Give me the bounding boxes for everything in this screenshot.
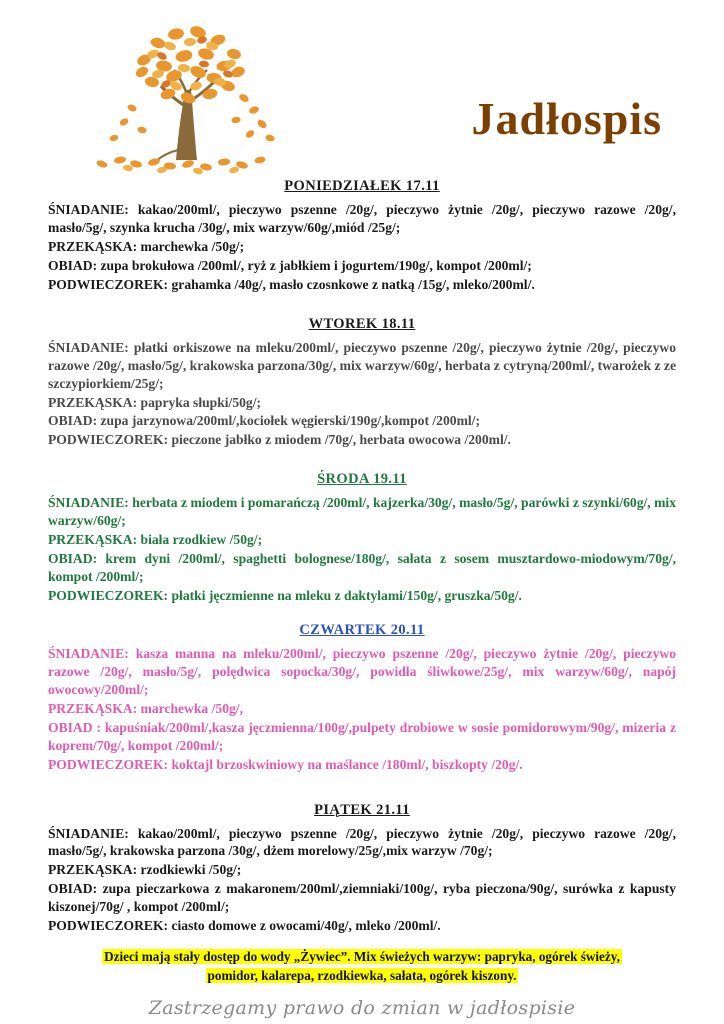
- meal-line-lunch: OBIAD : kapuśniak/200ml/,kasza jęczmienna/100g/,pulpety drobiowe w sosie pomidorowym/90g/, mizeria z koprem/70g/, kompot /200ml/;: [48, 719, 676, 753]
- day-block-monday: [48, 178, 676, 294]
- meal-line-tea: PODWIECZOREK: grahamka /40g/, masło czosnkowe z natką /15g/, mleko/200ml/.: [48, 276, 535, 292]
- meal-line-lunch: OBIAD: krem dyni /200ml/, spaghetti bolognese/180g/, sałata z sosem musztardowo-miodowym/70g/, kompot /200ml/;: [48, 551, 676, 585]
- disclaimer-note: Zastrzegamy prawo do zmian w jadłospisie: [148, 997, 576, 1020]
- meal-line-lunch: OBIAD: zupa pieczarkowa z makaronem/200ml/,ziemniaki/100g/, ryba pieczona/90g/, surówka z kapusty kiszonej/70g/ , kompot /200ml/;: [48, 881, 676, 915]
- meal-line-breakfast: ŚNIADANIE: herbata z miodem i pomarańczą /200ml/, kajzerka/30g/, masło/5g/, parówki z szynki/60g/, mix warzyw/60g/;: [48, 495, 676, 529]
- day-block-wednesday: [48, 471, 676, 605]
- meal-line-snack: PRZEKĄSKA: marchewka /50g/;: [48, 238, 245, 254]
- meal-line-tea: PODWIECZOREK: płatki jęczmienne na mleku z daktylami/150g/, gruszka/50g/.: [48, 588, 522, 603]
- meal-line-tea: PODWIECZOREK: pieczone jabłko z miodem /70g/, herbata owocowa /200ml/.: [48, 432, 511, 448]
- meal-line-snack: PRZEKĄSKA: rzodkiewki /50g/;: [48, 862, 242, 878]
- meal-line-lunch: OBIAD: zupa brokułowa /200ml/, ryż z jabłkiem i jogurtem/190g/, kompot /200ml/;: [48, 257, 532, 273]
- meal-line-breakfast: ŚNIADANIE: kasza manna na mleku/200ml/, pieczywo pszenne /20g/, pieczywo żytnie /20g/, pieczywo razowe /20g/, masło/5g/, polędwica sopocka/30g/, powidła śliwkowe/25g/, mix warzyw/60g/, napój owocowy/200ml/;: [48, 645, 676, 697]
- meal-line-snack: PRZEKĄSKA: papryka słupki/50g/;: [48, 394, 262, 410]
- day-block-tuesday: [48, 316, 676, 450]
- day-block-thursday: [48, 622, 676, 774]
- day-title-wednesday: ŚRODA 19.11: [317, 471, 407, 488]
- autumn-tree-icon: [58, 10, 328, 175]
- page-title: Jadłospis: [471, 93, 662, 144]
- meal-line-breakfast: ŚNIADANIE: kakao/200ml/, pieczywo pszenne /20g/, pieczywo żytnie /20g/, pieczywo razowe /20g/, masło/5g/, szynka krucha /30g/, mix warzyw/60g/,miód /25g/;: [48, 202, 676, 235]
- spacer: [48, 786, 676, 802]
- day-block-friday: [48, 802, 676, 936]
- page-footer: [48, 947, 676, 1019]
- meal-line-breakfast: ŚNIADANIE: płatki orkiszowe na mleku/200ml/, pieczywo pszenne /20g/, pieczywo żytnie /20g/, pieczywo razowe /20g/, masło/5g/, krakowska parzona/30g/, mix warzyw/60g/, herbata z cytryną/200ml/, twarożek z ze szczypiorkiem/25g/;: [48, 339, 676, 391]
- spacer: [48, 461, 676, 471]
- day-title-thursday: CZWARTEK 20.11: [299, 621, 425, 638]
- meal-line-lunch: OBIAD: zupa jarzynowa/200ml/,kociołek węgierski/190g/,kompot /200ml/;: [48, 413, 480, 429]
- meal-line-breakfast: ŚNIADANIE: kakao/200ml/, pieczywo pszenne /20g/, pieczywo żytnie /20g/, pieczywo razowe /20g/, masło/5g/, krakowska parzona /30g/, dżem morelowy/25g/,mix warzyw /70g/;: [48, 825, 676, 859]
- highlight-line-1: Dzieci mają stały dostęp do wody „Żywiec”. Mix świeżych warzyw: papryka, ogórek świeży,: [104, 949, 620, 965]
- meal-line-tea: PODWIECZOREK: ciasto domowe z owocami/40g/, mleko /200ml/.: [48, 918, 441, 934]
- meal-line-snack: PRZEKĄSKA: biała rzodkiew /50g/;: [48, 532, 263, 548]
- day-title-monday: PONIEDZIAŁEK 17.11: [284, 178, 440, 194]
- day-title-friday: PIĄTEK 21.11: [314, 801, 410, 818]
- meal-line-snack: PRZEKĄSKA: marchewka /50g/,: [48, 700, 243, 716]
- meal-line-tea: PODWIECZOREK: koktajl brzoskwiniowy na maślance /180ml/, biszkopty /20g/.: [48, 756, 523, 772]
- water-and-vegetables-note: [66, 947, 658, 985]
- page-header: [48, 0, 676, 178]
- highlight-line-2: pomidor, kalarepa, rzodkiewka, sałata, ogórek kiszony.: [207, 968, 517, 984]
- spacer: [48, 306, 676, 316]
- day-title-tuesday: WTOREK 18.11: [308, 315, 416, 332]
